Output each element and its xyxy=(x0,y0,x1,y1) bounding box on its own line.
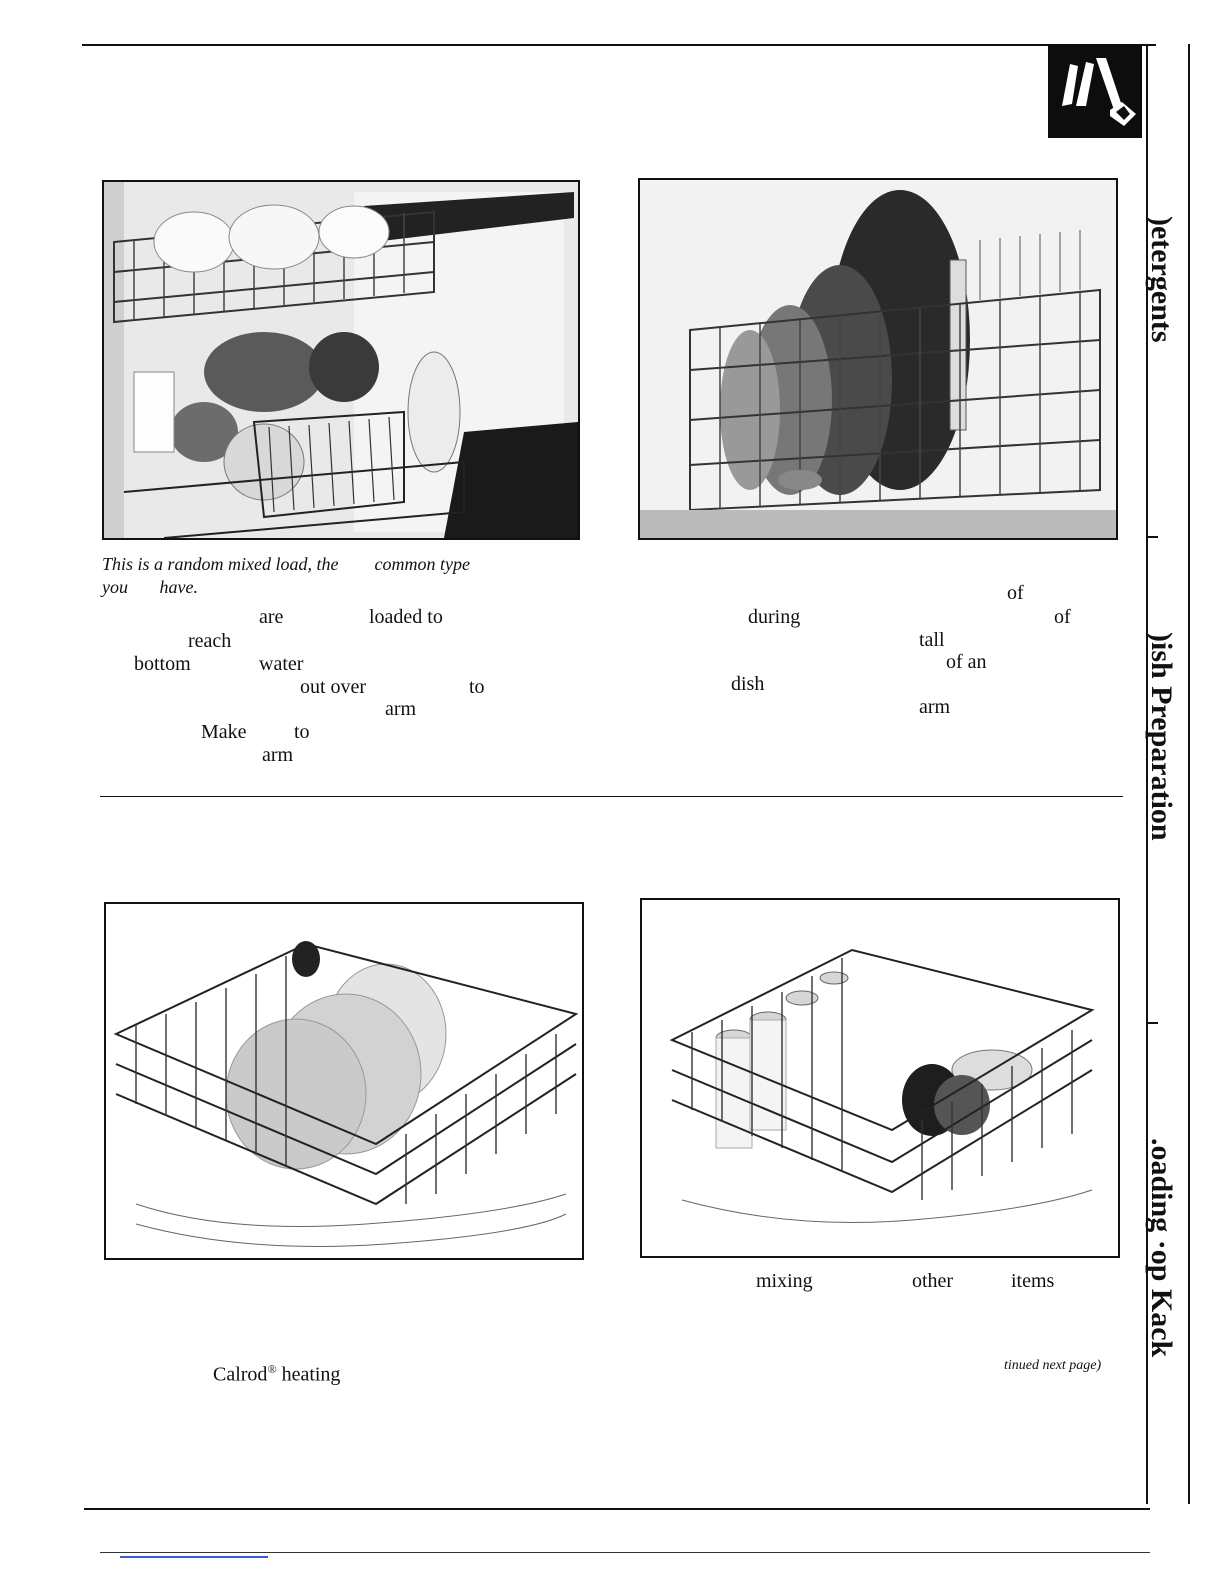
text-fragment: tall xyxy=(919,629,945,651)
text-fragment: to xyxy=(469,676,485,698)
text-fragment: water xyxy=(259,653,304,675)
text-fragment: to xyxy=(294,721,310,743)
bottom-rule xyxy=(84,1508,1150,1510)
text-fragment: of xyxy=(1007,582,1024,604)
side-tab-dish-preparation[interactable]: )ish Preparation xyxy=(1145,632,1178,841)
text-fragment: arm xyxy=(919,696,951,718)
heating-label: heating xyxy=(281,1363,341,1386)
text-fragment: reach xyxy=(188,630,232,652)
text-fragment: are xyxy=(259,606,284,628)
text-fragment: out over xyxy=(300,676,367,698)
photo-random-mixed-load xyxy=(102,180,580,540)
text-fragment: loaded to xyxy=(369,606,443,628)
text-fragment: bottom xyxy=(134,653,191,675)
hand-pointer-icon-badge xyxy=(1048,44,1142,138)
text-fragment: of xyxy=(1054,606,1071,628)
page-edge-line xyxy=(1188,44,1190,1504)
section-divider xyxy=(100,796,1123,797)
hand-pointer-icon xyxy=(1048,44,1142,138)
text-fragment: Make xyxy=(201,721,247,743)
text-fragment: other xyxy=(912,1270,954,1292)
registered-mark: ® xyxy=(267,1362,277,1376)
caption-line: This is a random mixed load, the common type xyxy=(102,554,470,574)
text-fragment: arm xyxy=(262,744,294,766)
text-fragment: items xyxy=(1011,1270,1055,1292)
footer-rule xyxy=(100,1552,1150,1553)
top-rule xyxy=(82,44,1156,46)
side-tab-divider xyxy=(1146,536,1158,538)
footer-link-underline[interactable] xyxy=(120,1556,268,1558)
continued-next-page: tinued next page) xyxy=(1004,1358,1102,1373)
text-fragment: of an xyxy=(946,651,987,673)
text-fragment: arm xyxy=(385,698,417,720)
photo-upper-rack-plates xyxy=(104,902,584,1260)
photo-plates-lower-rack xyxy=(638,178,1118,540)
side-tab-loading-top-rack[interactable]: .oading ·op Kack xyxy=(1145,1138,1178,1358)
text-fragment: mixing xyxy=(756,1270,813,1292)
photo-upper-rack-glasses xyxy=(640,898,1120,1258)
text-fragment: during xyxy=(748,606,801,628)
calrod-label: Calrod xyxy=(213,1363,268,1386)
side-tab-detergents[interactable]: )etergents xyxy=(1145,216,1178,343)
text-fragment: dish xyxy=(731,673,765,695)
text-fragment xyxy=(213,1362,340,1387)
caption-line: you have. xyxy=(102,577,198,597)
side-tab-divider xyxy=(1146,1022,1158,1024)
